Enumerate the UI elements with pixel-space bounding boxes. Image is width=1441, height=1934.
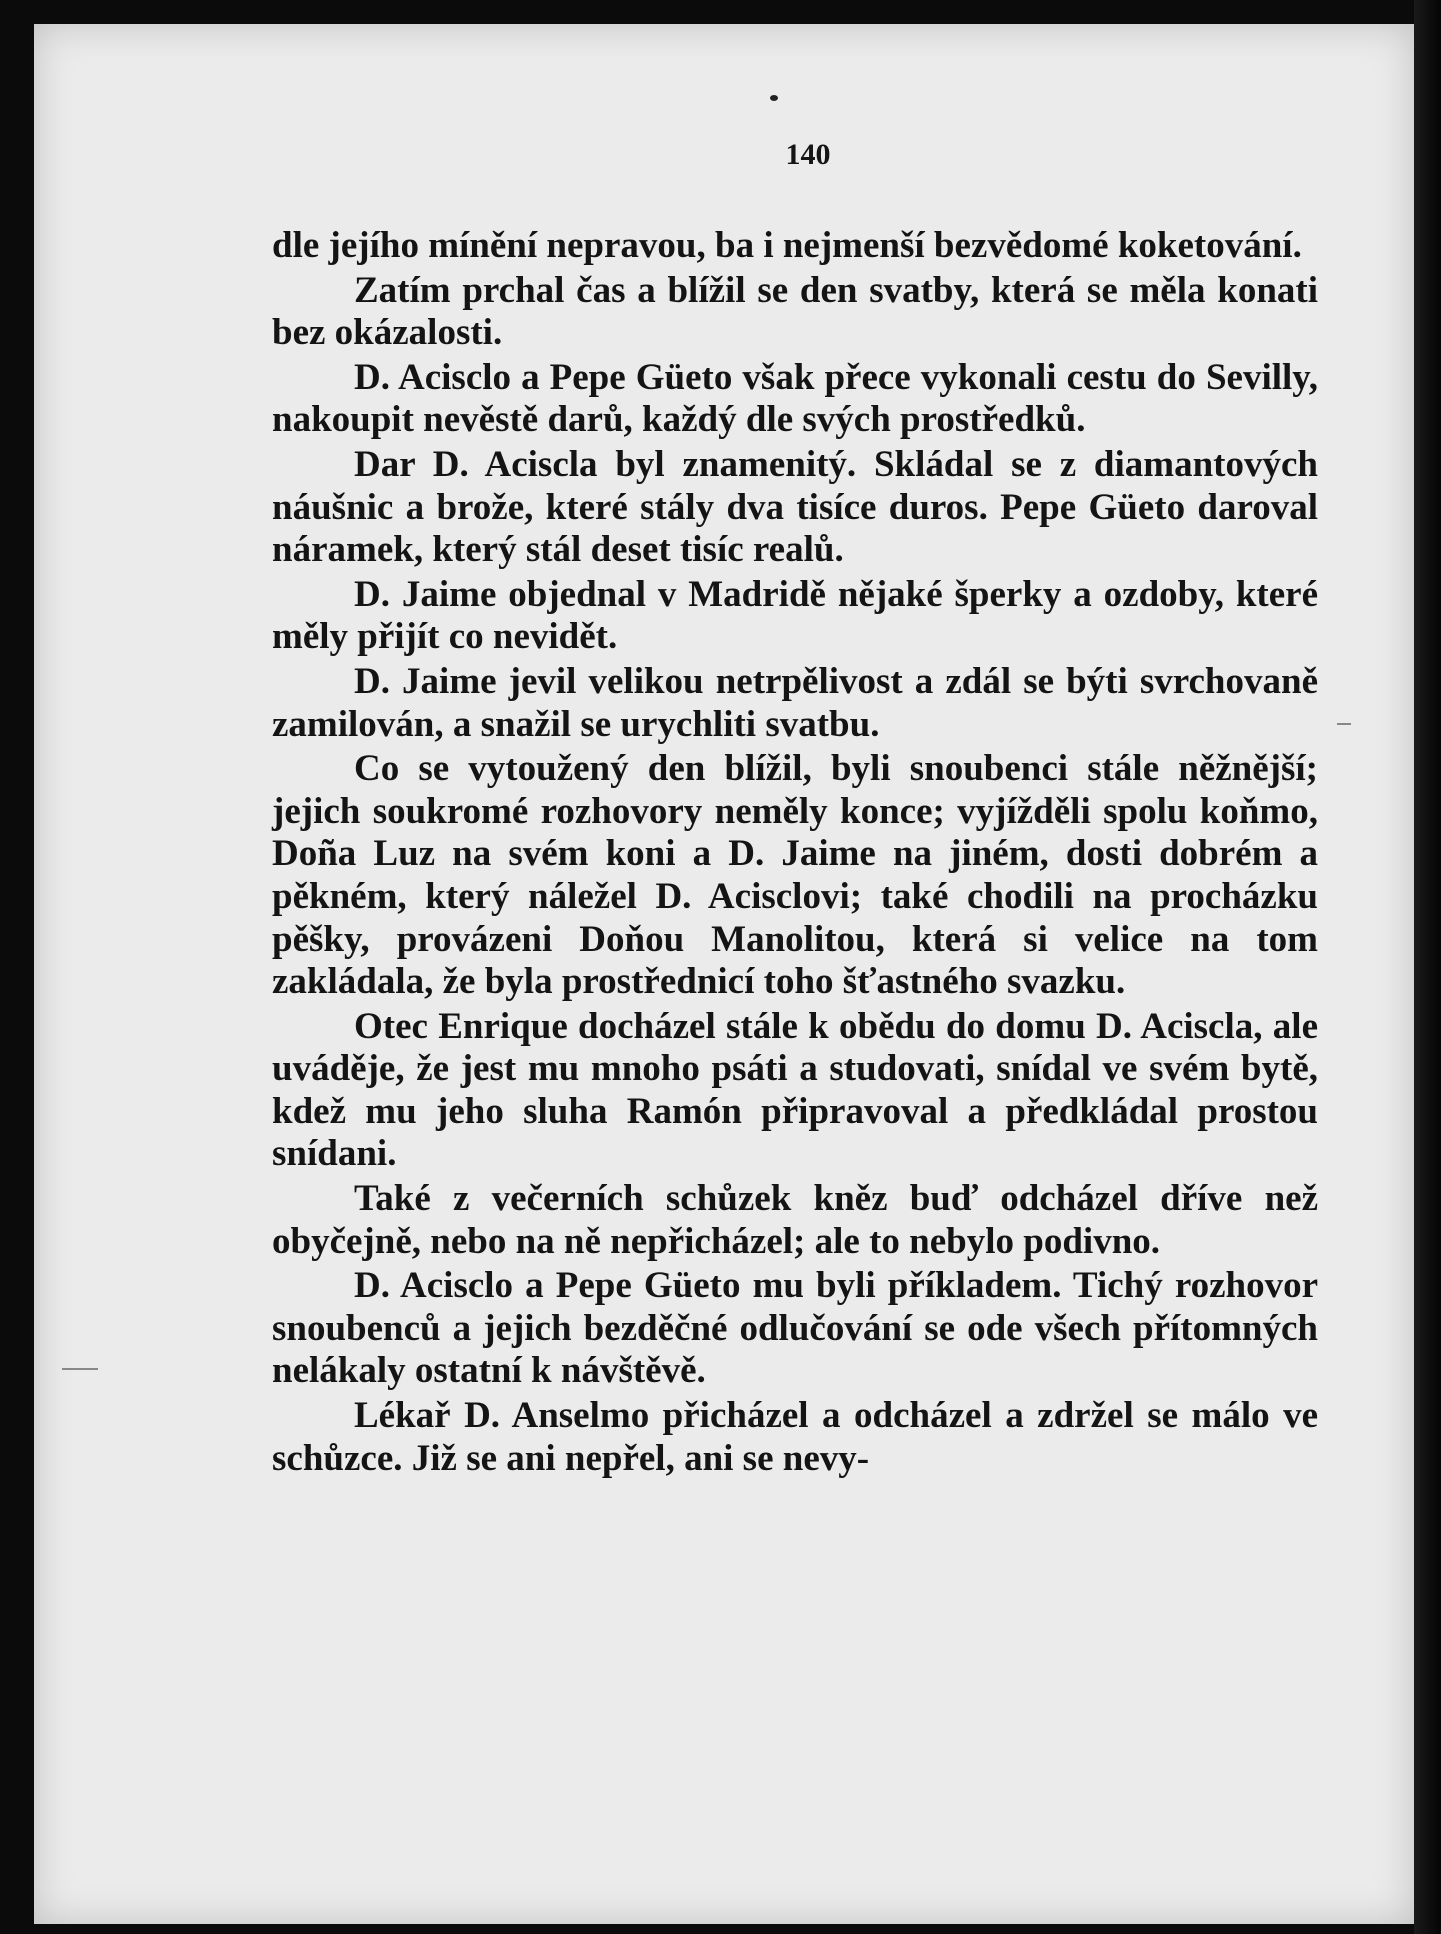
paragraph-3: D. Acisclo a Pepe Güeto však přece vykonali cestu do Sevilly, nakoupit nevěstě darů, každý dle svých prostředků.: [272, 356, 1318, 441]
margin-pencil-mark: [62, 1368, 98, 1370]
paragraph-8: Otec Enrique docházel stále k obědu do domu D. Aciscla, ale uváděje, že jest mu mnoho psáti a studovati, snídal ve svém bytě, kdež mu jeho sluha Ramón připravoval a předkládal prostou snídani.: [272, 1005, 1318, 1175]
body-text: [272, 225, 1318, 1482]
paragraph-1: dle jejího mínění nepravou, ba i nejmenší bezvědomé koketování.: [272, 225, 1302, 266]
page-number: 140: [785, 138, 831, 171]
paragraph-11: Lékař D. Anselmo přicházel a odcházel a zdržel se málo ve schůzce. Již se ani nepřel, ani se nevy-: [272, 1395, 1318, 1479]
paragraph-6: D. Jaime jevil velikou netrpělivost a zdál se býti svrchovaně zamilován, a snažil se urychliti svatbu.: [272, 660, 1318, 745]
paragraph-4: Dar D. Aciscla byl znamenitý. Skládal se z diamantových náušnic a brože, které stály dva tisíce duros. Pepe Güeto daroval náramek, který stál deset tisíc realů.: [272, 443, 1318, 571]
margin-dash-mark: [1337, 723, 1351, 725]
paragraph-2: Zatím prchal čas a blížil se den svatby, která se měla konati bez okázalosti.: [272, 269, 1318, 354]
ink-speck: [770, 95, 778, 101]
paragraph-7: Co se vytoužený den blížil, byli snoubenci stále něžnější; jejich soukromé rozhovory neměly konce; vyjížděli spolu koňmo, Doña Luz na svém koni a D. Jaime na jiném, dosti dobrém a pěkném, který náležel D. Acisclovi; také chodili na procházku pěšky, provázeni Doňou Manolitou, která si velice na tom zakládala, že byla prostřednicí toho šťastného svazku.: [272, 748, 1318, 1003]
page-edge-shadow: [1414, 0, 1441, 1934]
paragraph-10: D. Acisclo a Pepe Güeto mu byli příkladem. Tichý rozhovor snoubenců a jejich bezděčné odlučování se ode všech přítomných nelákaly ostatní k návštěvě.: [272, 1265, 1318, 1392]
paragraph-9: Také z večerních schůzek kněz buď odcházel dříve než obyčejně, nebo na ně nepřicházel; ale to nebylo podivno.: [272, 1178, 1318, 1262]
paragraph-5: D. Jaime objednal v Madridě nějaké šperky a ozdoby, které měly přijít co nevidět.: [272, 573, 1318, 658]
